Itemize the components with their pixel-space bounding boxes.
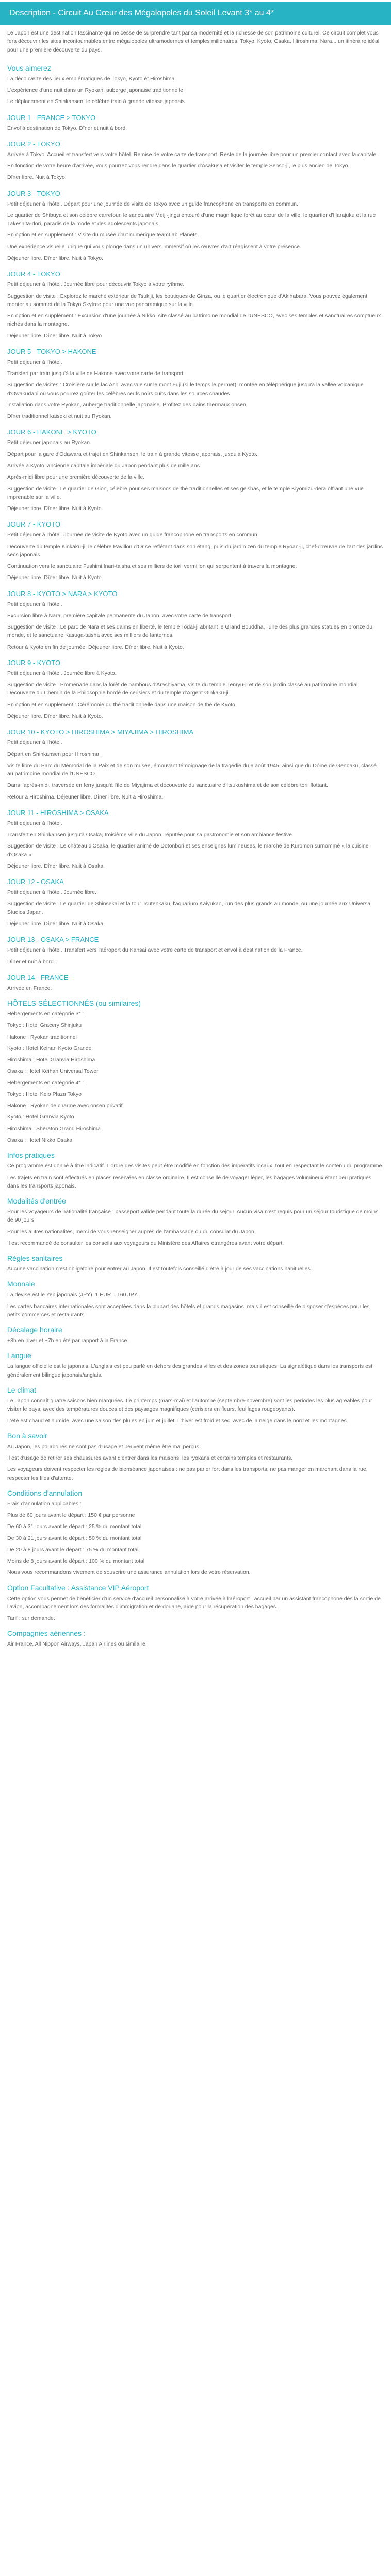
section-paragraph: Continuation vers le sanctuaire Fushimi Inari-taisha et ses milliers de torii vermillon qui serpentent à travers la montagne. xyxy=(7,563,297,570)
section-paragraph: Les cartes bancaires internationales sont acceptées dans la plupart des hôtels et grands magasins, mais il est conseillé de disposer d'espèces pour les petits commerces et restaurants. xyxy=(7,1303,370,1318)
section-paragraph: Plus de 60 jours avant le départ : 150 € par personne xyxy=(7,1512,135,1519)
section-title: Vous aimerez xyxy=(7,63,51,72)
section-title: JOUR 10 - KYOTO > HIROSHIMA > MIYAJIMA > HIROSHIMA xyxy=(7,728,194,736)
section-paragraph: La découverte des lieux emblématiques de Tokyo, Kyoto et Hiroshima xyxy=(7,75,175,82)
section-paragraph: Transfert par train jusqu'à la ville de Hakone avec votre carte de transport. xyxy=(7,370,185,377)
section-paragraph: Arrivée à Kyoto, ancienne capitale impériale du Japon pendant plus de mille ans. xyxy=(7,462,201,469)
section-paragraph: Pour les autres nationalités, merci de vous renseigner auprès de l'ambassade ou du consulat du Japon. xyxy=(7,1228,256,1235)
section-paragraph: Air France, All Nippon Airways, Japan Airlines ou similaire. xyxy=(7,1641,147,1648)
section-paragraph: Le déplacement en Shinkansen, le célèbre train à grande vitesse japonais xyxy=(7,98,185,105)
section-paragraph: Il est recommandé de consulter les conseils aux voyageurs du Ministère des Affaires étrangères avant votre départ. xyxy=(7,1240,284,1246)
section-title: JOUR 13 - OSAKA > FRANCE xyxy=(7,936,99,944)
section-paragraph: Tokyo : Hotel Gracery Shinjuku xyxy=(7,1022,82,1029)
section-paragraph: Hiroshima : Hotel Granvia Hiroshima xyxy=(7,1057,95,1063)
section-paragraph: Le quartier de Shibuya et son célèbre carrefour, le sanctuaire Meiji-jingu entouré d'une magnifique forêt au cœur de la ville, le quartier d'Harajuku et la rue Takeshita-dori, paradis de la mode et des adolescents japonais. xyxy=(7,212,376,227)
section-title: JOUR 14 - FRANCE xyxy=(7,973,69,981)
section-paragraph: Pour les voyageurs de nationalité française : passeport valide pendant toute la durée du séjour. Aucun visa n'est requis pour un séjour touristique de moins de 90 jours. xyxy=(7,1209,379,1224)
section-paragraph: Suggestion de visite : Explorez le marché extérieur de Tsukiji, les boutiques de Ginza, ou le quartier électronique d'Akihabara. Vous pouvez également monter au sommet de la Tokyo Skytree pour une vue panoramique sur la ville. xyxy=(7,293,368,308)
section-paragraph: Dîner traditionnel kaiseki et nuit au Ryokan. xyxy=(7,413,112,420)
section-paragraph: +8h en hiver et +7h en été par rapport à la France. xyxy=(7,1337,129,1344)
section-paragraph: Petit déjeuner japonais au Ryokan. xyxy=(7,439,91,446)
section-paragraph: Départ en Shinkansen pour Hiroshima. xyxy=(7,751,101,757)
section-title: JOUR 1 - FRANCE > TOKYO xyxy=(7,113,96,122)
section-paragraph: Petit déjeuner à l'hôtel. Journée libre pour découvrir Tokyo à votre rythme. xyxy=(7,281,185,288)
section-title: JOUR 7 - KYOTO xyxy=(7,520,61,529)
section-paragraph: Suggestion de visite : Promenade dans la forêt de bambous d'Arashiyama, visite du temple Tenryu-ji et de son jardin classé au patrimoine mondial. Découverte du Chemin de la Philosophie bordé de cerisiers et du temple d'Argent Ginkaku-ji. xyxy=(7,682,360,697)
footer-spacer xyxy=(0,1652,391,1683)
section-paragraph: Retour à Hiroshima. Déjeuner libre. Dîner libre. Nuit à Hiroshima. xyxy=(7,793,164,800)
section-title: JOUR 9 - KYOTO xyxy=(7,658,61,667)
section-paragraph: La devise est le Yen japonais (JPY). 1 EUR ≈ 160 JPY. xyxy=(7,1292,139,1298)
section-paragraph: Cette option vous permet de bénéficier d'un service d'accueil personnalisé à votre arrivée à l'aéroport : accueil par un assistant francophone dès la sortie de l'avion, accompagnement lors des formalités d'immigration et de douane, aide pour la récupération des bagages. xyxy=(7,1595,381,1610)
section-paragraph: Il est d'usage de retirer ses chaussures avant d'entrer dans les maisons, les ryokans et certains temples et restaurants. xyxy=(7,1455,293,1462)
section-paragraph: Osaka : Hotel Keihan Universal Tower xyxy=(7,1068,99,1075)
section-paragraph: En option et en supplément : Excursion d'une journée à Nikko, site classé au patrimoine mondial de l'UNESCO, avec ses temples et sanctuaires somptueux nichés dans la montagne. xyxy=(7,313,381,328)
section-paragraph: Déjeuner libre. Dîner libre. Nuit à Osaka. xyxy=(7,921,105,927)
section-title: Monnaie xyxy=(7,1280,35,1289)
section-paragraph: Hiroshima : Sheraton Grand Hiroshima xyxy=(7,1125,101,1132)
section-title: Infos pratiques xyxy=(7,1151,55,1160)
section-paragraph: Installation dans votre Ryokan, auberge traditionnelle japonaise. Profitez des bains thermaux onsen. xyxy=(7,401,248,408)
section-paragraph: La langue officielle est le japonais. L'anglais est peu parlé en dehors des grandes villes et des zones touristiques. La signalétique dans les transports est généralement bilingue japonais/anglais. xyxy=(7,1363,373,1378)
section-paragraph: Envol à destination de Tokyo. Dîner et nuit à bord. xyxy=(7,125,127,131)
section-paragraph: Déjeuner libre. Dîner libre. Nuit à Tokyo. xyxy=(7,255,103,261)
section-paragraph: Arrivée en France. xyxy=(7,985,52,991)
section-paragraph: Petit déjeuner à l'hôtel. Transfert vers l'aéroport du Kansai avec votre carte de transport et envol à destination de la France. xyxy=(7,947,303,954)
section-paragraph: Petit déjeuner à l'hôtel. xyxy=(7,739,62,746)
section-paragraph: De 20 à 8 jours avant le départ : 75 % du montant total xyxy=(7,1546,139,1553)
section-title: JOUR 6 - HAKONE > KYOTO xyxy=(7,428,96,436)
section-paragraph: De 30 à 21 jours avant le départ : 50 % du montant total xyxy=(7,1535,142,1541)
section-paragraph: Petit déjeuner à l'hôtel. Journée libre. xyxy=(7,889,97,896)
section-paragraph: Ce programme est donné à titre indicatif. L'ordre des visites peut être modifié en fonction des impératifs locaux, tout en respectant le contenu du programme. xyxy=(7,1163,384,1170)
section-paragraph: Suggestion de visites : Croisière sur le lac Ashi avec vue sur le mont Fuji (si le temps le permet), montée en téléphérique jusqu'à la vallée volcanique d'Owakudani où vous pourrez goûter les célèbres œufs noirs cuits dans les sources chaudes. xyxy=(7,382,364,397)
intro-text: Le Japon est une destination fascinante qui ne cesse de surprendre tant par sa modernité et la richesse de son patrimoine culturel. Ce circuit complet vous fera découvrir les sites incontournables entre mégalopoles ultramodernes et temples millénaires. Tokyo, Kyoto, Osaka, Hiroshima, Nara... un itinéraire idéal pour une première découverte du pays. xyxy=(7,30,380,53)
section-paragraph: Arrivée à Tokyo. Accueil et transfert vers votre hôtel. Remise de votre carte de transport. Reste de la journée libre pour un premier contact avec la capitale. xyxy=(7,151,378,158)
section-title: Le climat xyxy=(7,1385,37,1394)
section-title: JOUR 8 - KYOTO > NARA > KYOTO xyxy=(7,589,118,598)
section-paragraph: Petit déjeuner à l'hôtel. xyxy=(7,820,62,826)
section-paragraph: Au Japon, les pourboires ne sont pas d'usage et peuvent même être mal perçus. xyxy=(7,1443,201,1450)
section-title: JOUR 3 - TOKYO xyxy=(7,189,60,197)
section-paragraph: Suggestion de visite : Le quartier de Shinsekai et la tour Tsutenkaku, l'aquarium Kaiyukan, l'un des plus grands au monde, ou une journée aux Universal Studios Japan. xyxy=(7,901,372,916)
section-paragraph: Hébergements en catégorie 3* : xyxy=(7,1011,84,1018)
section-title: Langue xyxy=(7,1351,31,1360)
section-paragraph: L'expérience d'une nuit dans un Ryokan, auberge japonaise traditionnelle xyxy=(7,87,183,94)
section-paragraph: Suggestion de visite : Le quartier de Gion, célèbre pour ses maisons de thé traditionnelles et ses geishas, et le temple Kiyomizu-dera offrant une vue imprenable sur la ville. xyxy=(7,485,364,500)
page xyxy=(0,2,391,1683)
section-paragraph: Le Japon connaît quatre saisons bien marquées. Le printemps (mars-mai) et l'automne (septembre-novembre) sont les périodes les plus agréables pour visiter le pays, avec des températures douces et des paysages magnifiques (cerisiers en fleurs, feuillages rougeoyants). xyxy=(7,1397,372,1413)
section-paragraph: Aucune vaccination n'est obligatoire pour entrer au Japon. Il est toutefois conseillé d'être à jour de ses vaccinations habituelles. xyxy=(7,1266,312,1273)
section-paragraph: Tokyo : Hotel Keio Plaza Tokyo xyxy=(7,1091,82,1097)
section-paragraph: Déjeuner libre. Dîner libre. Nuit à Tokyo. xyxy=(7,332,103,339)
section-title: Règles sanitaires xyxy=(7,1254,63,1263)
section-paragraph: Petit déjeuner à l'hôtel. Journée de visite de Kyoto avec un guide francophone en transports en commun. xyxy=(7,532,259,538)
itinerary-content xyxy=(0,63,391,1649)
section-paragraph: Tarif : sur demande. xyxy=(7,1615,55,1622)
section-title: Compagnies aériennes : xyxy=(7,1629,86,1638)
section-paragraph: Découverte du temple Kinkaku-ji, le célèbre Pavillon d'Or se reflétant dans son étang, puis du jardin zen du temple Ryoan-ji, chef-d'œuvre de l'art des jardins secs japonais. xyxy=(7,543,383,558)
section-paragraph: Après-midi libre pour une première découverte de la ville. xyxy=(7,474,145,481)
section-paragraph: Dîner libre. Nuit à Tokyo. xyxy=(7,174,67,181)
section-paragraph: Petit déjeuner à l'hôtel. Journée libre à Kyoto. xyxy=(7,670,117,676)
section-title: JOUR 5 - TOKYO > HAKONE xyxy=(7,347,96,355)
section-paragraph: En fonction de votre heure d'arrivée, vous pourrez vous rendre dans le quartier d'Asakusa et visiter le temple Senso-ji, le plus ancien de Tokyo. xyxy=(7,163,350,170)
section-paragraph: Excursion libre à Nara, première capitale permanente du Japon, avec votre carte de transport. xyxy=(7,612,233,619)
section-paragraph: Les voyageurs doivent respecter les règles de bienséance japonaises : ne pas parler fort dans les transports, ne pas manger en marchant dans la rue, respecter les files d'attente. xyxy=(7,1466,368,1481)
section-paragraph: L'été est chaud et humide, avec une saison des pluies en juin et juillet. L'hiver est froid et sec, avec de la neige dans le nord et les montagnes. xyxy=(7,1417,348,1424)
section-paragraph: Visite libre du Parc du Mémorial de la Paix et de son musée, émouvant témoignage de la tragédie du 6 août 1945, ainsi que du Dôme de Genbaku, classé au patrimoine mondial de l'UNESCO. xyxy=(7,762,377,777)
section-paragraph: Kyoto : Hotel Keihan Kyoto Grande xyxy=(7,1045,92,1052)
section-paragraph: Petit déjeuner à l'hôtel. xyxy=(7,601,62,607)
section-title: Modalités d'entrée xyxy=(7,1197,66,1206)
section-paragraph: Hébergements en catégorie 4* : xyxy=(7,1079,84,1086)
section-paragraph: Nous vous recommandons vivement de souscrire une assurance annulation lors de votre réservation. xyxy=(7,1569,251,1576)
section-paragraph: Transfert en Shinkansen jusqu'à Osaka, troisième ville du Japon, réputée pour sa gastronomie et son ambiance festive. xyxy=(7,832,294,838)
section-paragraph: Petit déjeuner à l'hôtel. xyxy=(7,359,62,365)
section-paragraph: Les trajets en train sont effectués en places réservées en classe ordinaire. Il est conseillé de voyager léger, les bagages volumineux étant peu pratiques dans les transports japonais. xyxy=(7,1174,372,1189)
section-paragraph: Kyoto : Hotel Granvia Kyoto xyxy=(7,1114,74,1121)
section-paragraph: Suggestion de visite : Le château d'Osaka, le quartier animé de Dotonbori et ses enseignes lumineuses, le marché de Kuromon surnommé « la cuisine d'Osaka ». xyxy=(7,843,369,858)
section-title: Option Facultative : Assistance VIP Aéroport xyxy=(7,1583,149,1592)
section-paragraph: De 60 à 31 jours avant le départ : 25 % du montant total xyxy=(7,1523,142,1530)
section-paragraph: Hakone : Ryokan traditionnel xyxy=(7,1033,77,1040)
section-paragraph: Dans l'après-midi, traversée en ferry jusqu'à l'île de Miyajima et découverte du sanctuaire d'Itsukushima et de son célèbre torii flottant. xyxy=(7,782,328,789)
section-title: Décalage horaire xyxy=(7,1326,62,1334)
section-paragraph: Déjeuner libre. Dîner libre. Nuit à Kyoto. xyxy=(7,574,103,581)
section-paragraph: Frais d'annulation applicables : xyxy=(7,1500,82,1507)
page-title: Description - Circuit Au Cœur des Mégalopoles du Soleil Levant 3* au 4* xyxy=(0,2,391,25)
section-title: JOUR 11 - HIROSHIMA > OSAKA xyxy=(7,808,109,817)
section-paragraph: Hakone : Ryokan de charme avec onsen privatif xyxy=(7,1103,123,1109)
section-paragraph: Suggestion de visite : Le parc de Nara et ses daims en liberté, le temple Todai-ji abritant le Grand Bouddha, l'une des plus grandes statues en bronze du monde, et le sanctuaire Kasuga-taisha avec ses milliers de lanternes. xyxy=(7,624,373,639)
section-paragraph: Dîner et nuit à bord. xyxy=(7,958,55,965)
section-title: JOUR 4 - TOKYO xyxy=(7,270,60,278)
section-paragraph: Une expérience visuelle unique qui vous plonge dans un univers immersif où les œuvres d'art réagissent à votre présence. xyxy=(7,243,301,250)
section-title: JOUR 2 - TOKYO xyxy=(7,140,60,148)
section-paragraph: Déjeuner libre. Dîner libre. Nuit à Kyoto. xyxy=(7,505,103,512)
section-paragraph: Déjeuner libre. Dîner libre. Nuit à Osaka. xyxy=(7,862,105,869)
section-paragraph: Osaka : Hotel Nikko Osaka xyxy=(7,1137,73,1143)
section-paragraph: Retour à Kyoto en fin de journée. Déjeuner libre. Dîner libre. Nuit à Kyoto. xyxy=(7,643,184,650)
section-title: HÔTELS SÉLECTIONNÉS (ou similaires) xyxy=(7,999,141,1008)
section-title: JOUR 12 - OSAKA xyxy=(7,878,64,886)
section-paragraph: En option et en supplément : Cérémonie du thé traditionnelle dans une maison de thé de Kyoto. xyxy=(7,701,237,708)
section-paragraph: Petit déjeuner à l'hôtel. Départ pour une journée de visite de Tokyo avec un guide francophone en transports en commun. xyxy=(7,200,298,207)
section-title: Conditions d'annulation xyxy=(7,1488,83,1497)
section-title: Bon à savoir xyxy=(7,1431,47,1440)
section-paragraph: Départ pour la gare d'Odawara et trajet en Shinkansen, le train à grande vitesse japonais, jusqu'à Kyoto. xyxy=(7,451,257,457)
section-paragraph: Déjeuner libre. Dîner libre. Nuit à Kyoto. xyxy=(7,713,103,720)
section-paragraph: Moins de 8 jours avant le départ : 100 % du montant total xyxy=(7,1558,145,1565)
section-paragraph: En option et en supplément : Visite du musée d'art numérique teamLab Planets. xyxy=(7,232,199,239)
